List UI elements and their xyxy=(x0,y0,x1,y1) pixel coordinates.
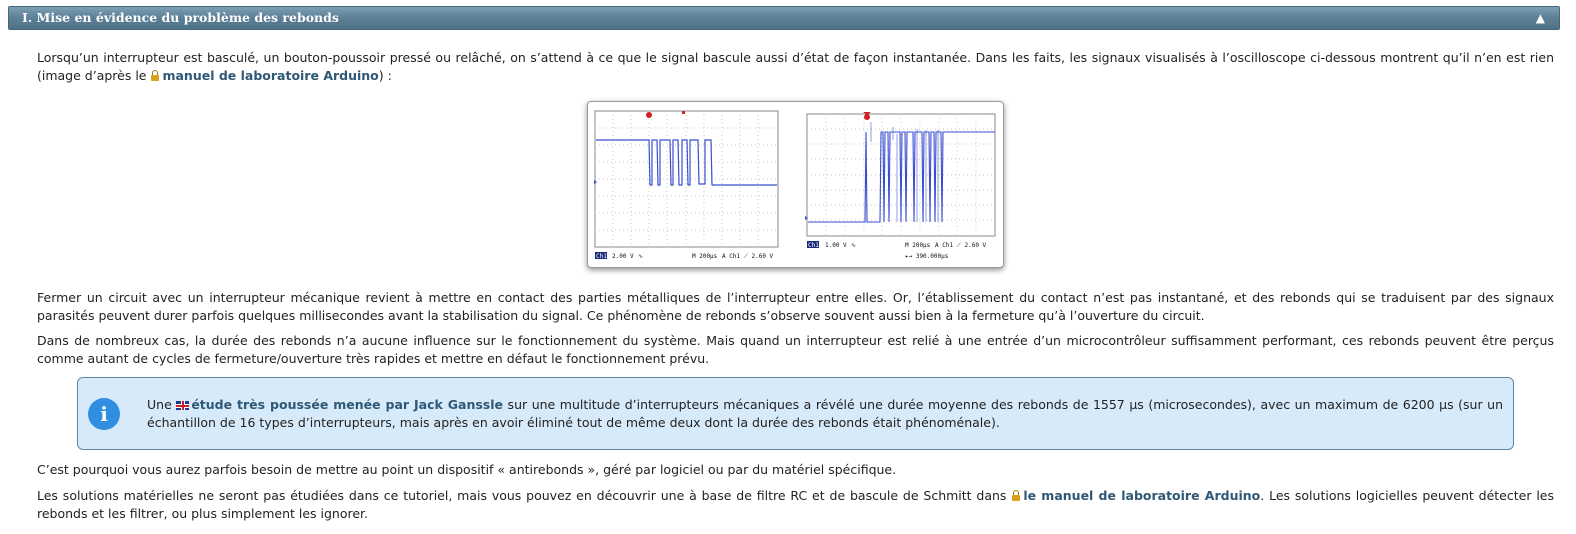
oscilloscope-figure xyxy=(587,101,1004,268)
scope-left-timebase: M 200µs xyxy=(692,253,718,260)
lock-icon xyxy=(1012,495,1020,501)
scope-right-channel-label: Ch1 xyxy=(808,242,819,249)
callout-text xyxy=(147,396,1503,432)
scope-left-coupling: ∿ xyxy=(638,253,644,260)
section-header[interactable] xyxy=(8,6,1560,30)
scope-right-trigger: A Ch1 ⟋ 2.60 V xyxy=(935,242,987,249)
intro-tail: ) : xyxy=(378,68,392,83)
collapse-arrow-icon[interactable]: ▲ xyxy=(1535,11,1545,25)
arduino-lab-manual-link[interactable]: le manuel de laboratoire Arduino xyxy=(1023,488,1261,503)
ganssle-study-link[interactable]: étude très poussée menée par Jack Ganssle xyxy=(191,397,503,412)
scope-left-volts: 2.00 V xyxy=(612,253,634,260)
intro-paragraph xyxy=(37,49,1554,85)
arduino-manual-link[interactable]: manuel de laboratoire Arduino xyxy=(162,68,379,83)
info-icon: i xyxy=(88,398,120,430)
scope-right-screen xyxy=(805,112,999,262)
scope-left xyxy=(594,110,780,260)
scope-right-timebase: M 200µs xyxy=(905,242,931,249)
paragraph-contact: Fermer un circuit avec un interrupteur mécanique revient à mettre en contact des parties métalliques de l’interrupteur entre elles. Or, l’établissement du contact n’est pas instantané, et des rebonds qui se traduisent par des signaux parasités peuvent durer parfois quelques millisecondes avant la stabilisation du signal. Ce phénomène de rebonds s’observe souvent aussi bien à la fermeture qu’à l’ouverture du circuit. xyxy=(37,290,1554,323)
scope-right-volts: 1.00 V xyxy=(825,242,847,249)
paragraph-antirebonds: C’est pourquoi vous aurez parfois besoin de mettre au point un dispositif « antirebonds », géré par logiciel ou par du matériel spécifique. xyxy=(37,462,897,477)
scope-right-coupling: ∿ xyxy=(851,242,857,249)
callout-lead: Une xyxy=(147,397,177,412)
paragraph-microcontroller: Dans de nombreux cas, la durée des rebonds n’a aucune influence sur le fonctionnement du système. Mais quand un interrupteur est relié à une entrée d’un microcontrôleur suffisamment performant, ces rebonds peuvent être perçus comme autant de cycles de fermeture/ouverture très rapides et mettre en défaut le fonctionnement prévu. xyxy=(37,333,1554,366)
scope-right xyxy=(805,112,999,262)
lock-icon xyxy=(151,75,159,81)
intro-text: Lorsqu’un interrupteur est basculé, un bouton-poussoir pressé ou relâché, on s’attend à ce que le signal bascule aussi d’état de façon instantanée. Dans les faits, les signaux visualisés à l’oscilloscope ci-dessous montrent qu’il n’en est rien (image d’après le xyxy=(37,50,1554,83)
section-title: I. Mise en évidence du problème des rebonds xyxy=(22,10,339,25)
paragraph-solutions xyxy=(37,487,1554,523)
solutions-lead: Les solutions matérielles ne seront pas étudiées dans ce tutoriel, mais vous pouvez en découvrir une à base de filtre RC et de bascule de Schmitt dans xyxy=(37,488,1012,503)
scope-right-offset: ▸→ 390.000µs xyxy=(905,253,949,260)
callout-body: sur une multitude d’interrupteurs mécaniques a révélé une durée moyenne des rebonds de 1557 µs (microsecondes), avec un maximum de 6200 µs (sur un échantillon de 16 types d’interrupteurs, mais après en avoir éliminé tout de même deux dont la durée des rebonds était phénoménale). xyxy=(147,397,1503,430)
solutions-tail: . Les solutions logicielles peuvent détecter les rebonds et les filtrer, ou plus simplement les ignorer. xyxy=(37,488,1554,521)
uk-flag-icon xyxy=(176,401,189,410)
info-callout xyxy=(77,377,1514,450)
scope-left-screen xyxy=(594,110,780,260)
scope-left-trigger: A Ch1 ⟋ 2.60 V xyxy=(722,253,774,260)
scope-left-channel-label: Ch1 xyxy=(596,253,607,260)
